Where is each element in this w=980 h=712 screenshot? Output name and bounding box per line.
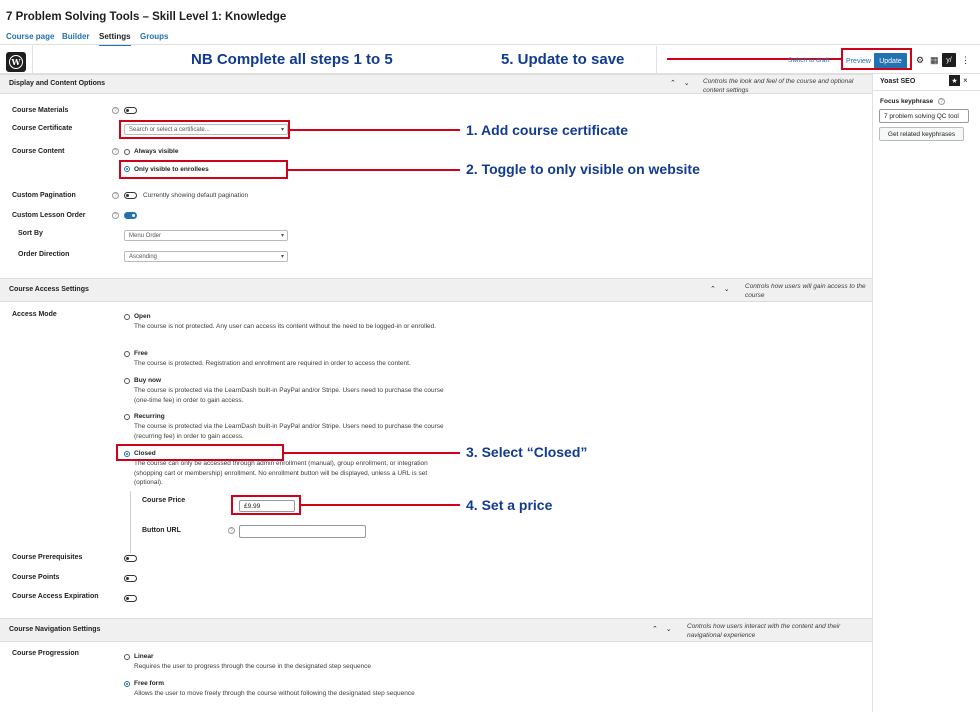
display-section-desc: Controls the look and feel of the course and optional content settings bbox=[703, 78, 854, 94]
access-open-radio[interactable] bbox=[124, 314, 130, 320]
access-free-title: Free bbox=[134, 350, 148, 357]
access-section-title: Course Access Settings bbox=[9, 286, 89, 293]
course-progression-label: Course Progression bbox=[12, 650, 79, 657]
access-closed-desc: The course can only be accessed through admin enrollment (manual), group enrollment, or integration (shopping cart or membership) enrollment. No enrollment button will be displayed, unless a URL is set (optional). bbox=[134, 460, 428, 486]
access-recurring-desc: The course is protected via the LearnDash built-in PayPal and/or Stripe. Users need to purchase the course (recurring fee) in order to gain access. bbox=[134, 423, 444, 440]
access-open-title: Open bbox=[134, 313, 151, 320]
help-icon[interactable]: ? bbox=[938, 98, 945, 105]
button-url-label: Button URL bbox=[142, 527, 181, 534]
always-visible-label: Always visible bbox=[134, 148, 179, 155]
sort-by-select[interactable]: Menu Order ▾ bbox=[124, 230, 288, 241]
navigation-section-title: Course Navigation Settings bbox=[9, 626, 101, 633]
instruction-headline: NB Complete all steps 1 to 5 bbox=[191, 51, 393, 68]
toolbar-divider-right bbox=[656, 46, 657, 74]
yoast-icon[interactable]: y/ bbox=[942, 53, 956, 67]
access-section-header[interactable] bbox=[0, 278, 872, 302]
progression-free-form-desc: Allows the user to move freely through the course without following the designated step sequence bbox=[134, 690, 415, 697]
visibility-callout-line bbox=[288, 169, 460, 171]
progression-linear-radio[interactable] bbox=[124, 654, 130, 660]
sidebar-title: Yoast SEO bbox=[880, 78, 916, 85]
order-direction-label: Order Direction bbox=[18, 251, 70, 258]
callout-step3: 3. Select “Closed” bbox=[466, 444, 588, 460]
course-points-toggle[interactable] bbox=[124, 575, 137, 582]
pagination-status-text: Currently showing default pagination bbox=[143, 192, 249, 199]
access-open-desc: The course is not protected. Any user can access its content without the need to be logged-in or enrolled. bbox=[134, 323, 437, 330]
button-url-input[interactable] bbox=[239, 525, 366, 538]
certificate-callout-line bbox=[290, 129, 460, 131]
course-materials-label: Course Materials bbox=[12, 107, 69, 114]
only-visible-label: Only visible to enrollees bbox=[134, 166, 209, 173]
custom-lesson-order-toggle[interactable] bbox=[124, 212, 137, 219]
custom-pagination-toggle[interactable] bbox=[124, 192, 137, 199]
always-visible-radio[interactable] bbox=[124, 149, 130, 155]
page-title: 7 Problem Solving Tools – Skill Level 1: Knowledge bbox=[6, 11, 287, 23]
help-icon[interactable]: ? bbox=[112, 107, 119, 114]
access-mode-label: Access Mode bbox=[12, 311, 57, 318]
progression-free-form-title: Free form bbox=[134, 680, 164, 687]
focus-keyphrase-label: Focus keyphrase bbox=[880, 98, 934, 105]
callout-step1: 1. Add course certificate bbox=[466, 122, 629, 138]
course-price-label: Course Price bbox=[142, 497, 186, 504]
tab-groups[interactable]: Groups bbox=[140, 32, 169, 41]
more-options-icon[interactable]: ⋮ bbox=[961, 55, 970, 65]
access-free-radio[interactable] bbox=[124, 351, 130, 357]
gear-icon[interactable]: ⚙ bbox=[916, 55, 925, 65]
grid-icon[interactable]: ▦ bbox=[930, 55, 939, 65]
tab-settings[interactable]: Settings bbox=[99, 32, 131, 46]
progression-linear-desc: Requires the user to progress through the course in the designated step sequence bbox=[134, 663, 372, 670]
price-group-border bbox=[130, 491, 131, 553]
access-recurring-radio[interactable] bbox=[124, 414, 130, 420]
course-points-label: Course Points bbox=[12, 574, 60, 581]
price-highlight-box bbox=[231, 495, 301, 515]
help-icon[interactable]: ? bbox=[112, 148, 119, 155]
preview-button[interactable]: Preview bbox=[846, 57, 871, 65]
sidebar-divider bbox=[873, 90, 980, 91]
star-icon[interactable]: ★ bbox=[949, 75, 960, 86]
focus-keyphrase-input[interactable]: 7 problem solving QC tool bbox=[879, 109, 969, 123]
course-access-expiration-toggle[interactable] bbox=[124, 595, 137, 602]
sort-by-label: Sort By bbox=[18, 230, 43, 237]
access-free-desc: The course is protected. Registration and enrollment are required in order to access the content. bbox=[134, 360, 411, 367]
collapse-chevrons-icon[interactable]: ⌃ ⌄ bbox=[652, 626, 675, 633]
access-recurring-title: Recurring bbox=[134, 413, 165, 420]
collapse-chevrons-icon[interactable]: ⌃ ⌄ bbox=[710, 286, 733, 293]
custom-pagination-label: Custom Pagination bbox=[12, 192, 76, 199]
course-certificate-label: Course Certificate bbox=[12, 125, 73, 132]
course-prerequisites-label: Course Prerequisites bbox=[12, 554, 83, 561]
tab-builder[interactable]: Builder bbox=[62, 32, 90, 41]
course-price-input[interactable]: £9.99 bbox=[239, 500, 295, 512]
toolbar-divider-left bbox=[32, 46, 33, 74]
callout-step2: 2. Toggle to only visible on website bbox=[466, 161, 700, 177]
tabs-divider bbox=[0, 44, 980, 45]
access-buy-now-desc: The course is protected via the LearnDash built-in PayPal and/or Stripe. Users need to purchase the course (one-time fee) in order to gain access. bbox=[134, 387, 444, 404]
custom-lesson-order-label: Custom Lesson Order bbox=[12, 212, 86, 219]
help-icon[interactable]: ? bbox=[112, 192, 119, 199]
wordpress-logo-icon[interactable]: W bbox=[6, 52, 26, 72]
update-highlight-box bbox=[841, 48, 912, 70]
price-callout-line bbox=[301, 504, 460, 506]
tab-course-page[interactable]: Course page bbox=[6, 32, 55, 41]
access-buy-now-title: Buy now bbox=[134, 377, 162, 384]
display-section-title: Display and Content Options bbox=[9, 80, 106, 87]
navigation-section-desc: Controls how users interact with the content and their navigational experience bbox=[687, 623, 841, 639]
visibility-highlight-box bbox=[119, 160, 288, 179]
help-icon[interactable]: ? bbox=[112, 212, 119, 219]
close-icon[interactable]: × bbox=[963, 76, 968, 85]
certificate-highlight-box bbox=[119, 120, 290, 139]
access-section-desc: Controls how users will gain access to the course bbox=[745, 283, 866, 299]
help-icon[interactable]: ? bbox=[228, 527, 235, 534]
course-content-label: Course Content bbox=[12, 148, 65, 155]
closed-highlight-box bbox=[116, 444, 284, 461]
collapse-chevrons-icon[interactable]: ⌃ ⌄ bbox=[670, 80, 693, 87]
progression-free-form-radio[interactable] bbox=[124, 681, 130, 687]
closed-callout-line bbox=[284, 452, 460, 454]
update-button[interactable]: Update bbox=[874, 53, 907, 69]
access-buy-now-radio[interactable] bbox=[124, 378, 130, 384]
progression-linear-title: Linear bbox=[134, 653, 154, 660]
callout-step4: 4. Set a price bbox=[466, 497, 553, 513]
get-related-keyphrases-button[interactable]: Get related keyphrases bbox=[879, 127, 964, 141]
course-materials-toggle[interactable] bbox=[124, 107, 137, 114]
order-direction-select[interactable]: Ascending ▾ bbox=[124, 251, 288, 262]
course-prerequisites-toggle[interactable] bbox=[124, 555, 137, 562]
update-instruction: 5. Update to save bbox=[501, 51, 625, 68]
course-access-expiration-label: Course Access Expiration bbox=[12, 593, 99, 600]
certificate-select[interactable]: Search or select a certificate... ▾ bbox=[124, 124, 288, 135]
access-closed-title: Closed bbox=[134, 450, 156, 457]
switch-to-draft-button[interactable]: Switch to draft bbox=[788, 57, 830, 64]
sidebar-border bbox=[872, 74, 873, 712]
